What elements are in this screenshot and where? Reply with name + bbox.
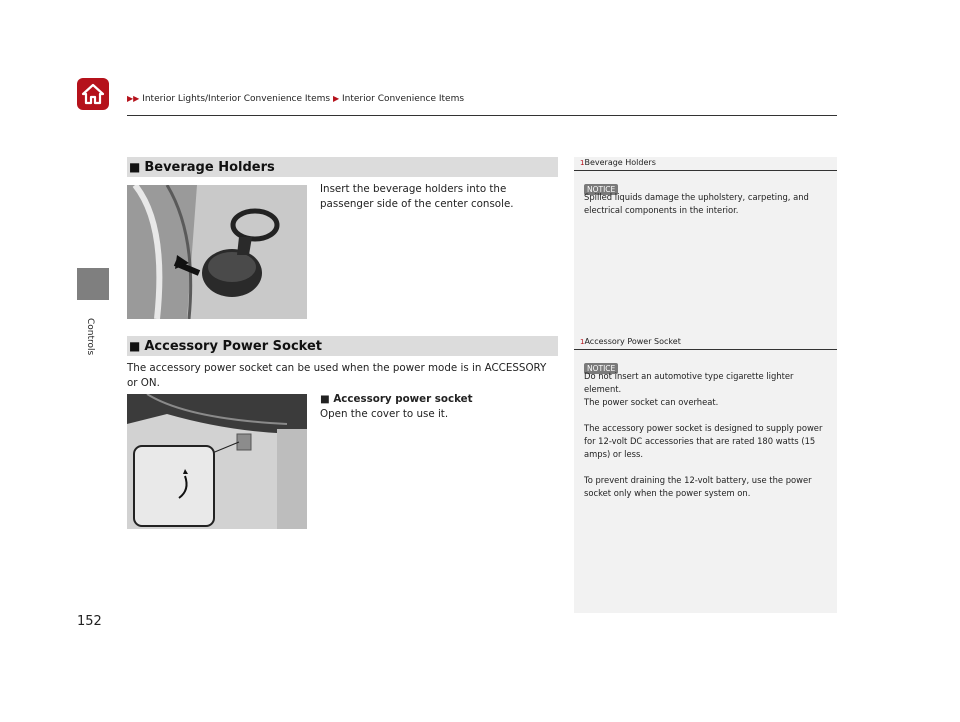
note-divider (574, 349, 837, 350)
triangle-right-icon: ▶ (332, 94, 340, 103)
note-text-socket-3: The accessory power socket is designed to supply power for 12-volt DC accessories that are rated 180 watts (15 amps) or less. (584, 423, 823, 459)
note-text-socket-4: To prevent draining the 12-volt battery, use the power socket only when the power system on. (584, 475, 812, 498)
square-bullet-icon: ■ (320, 393, 334, 405)
note-text-socket-2: The power socket can overheat. (584, 397, 719, 407)
square-bullet-icon: ■ (129, 339, 141, 353)
notice-badge: NOTICE (584, 184, 618, 195)
note-title-socket: 1Accessory Power Socket (580, 337, 681, 346)
page-number: 152 (77, 614, 102, 629)
square-bullet-icon: ■ (129, 160, 141, 174)
note-text-socket-1: Do not insert an automotive type cigarette lighter element. (584, 371, 794, 394)
note-divider (574, 170, 837, 171)
triangle-right-icon: ▶▶ (127, 94, 140, 103)
power-socket-image (127, 394, 307, 529)
home-icon (77, 78, 109, 110)
beverage-holder-image (127, 185, 307, 319)
note-text-beverage: Spilled liquids damage the upholstery, carpeting, and electrical components in the interior. (584, 192, 809, 215)
beverage-instructions: Insert the beverage holders into the passenger side of the center console. (320, 183, 514, 210)
notice-badge: NOTICE (584, 363, 618, 374)
breadcrumb-item[interactable]: Interior Lights/Interior Convenience Items (142, 94, 331, 104)
breadcrumb (127, 94, 464, 104)
socket-subsection (320, 392, 560, 422)
home-button[interactable] (77, 78, 109, 110)
socket-intro: The accessory power socket can be used when the power mode is in ACCESSORY or ON. (127, 362, 547, 389)
section-heading-accessory-power-socket: ■ Accessory Power Socket (127, 336, 558, 356)
note-title-beverage: 1Beverage Holders (580, 158, 656, 167)
side-tab-label: Controls (85, 318, 95, 356)
notes-panel (574, 157, 837, 613)
breadcrumb-item[interactable]: Interior Convenience Items (342, 94, 465, 104)
section-heading-beverage-holders: ■ Beverage Holders (127, 157, 558, 177)
note-marker-icon: 1 (580, 338, 585, 346)
socket-sub-text: Open the cover to use it. (320, 408, 449, 420)
header-divider (127, 115, 837, 116)
socket-sub-heading: ■ Accessory power socket (320, 393, 473, 405)
side-tab-marker (77, 268, 109, 300)
note-marker-icon: 1 (580, 159, 585, 167)
